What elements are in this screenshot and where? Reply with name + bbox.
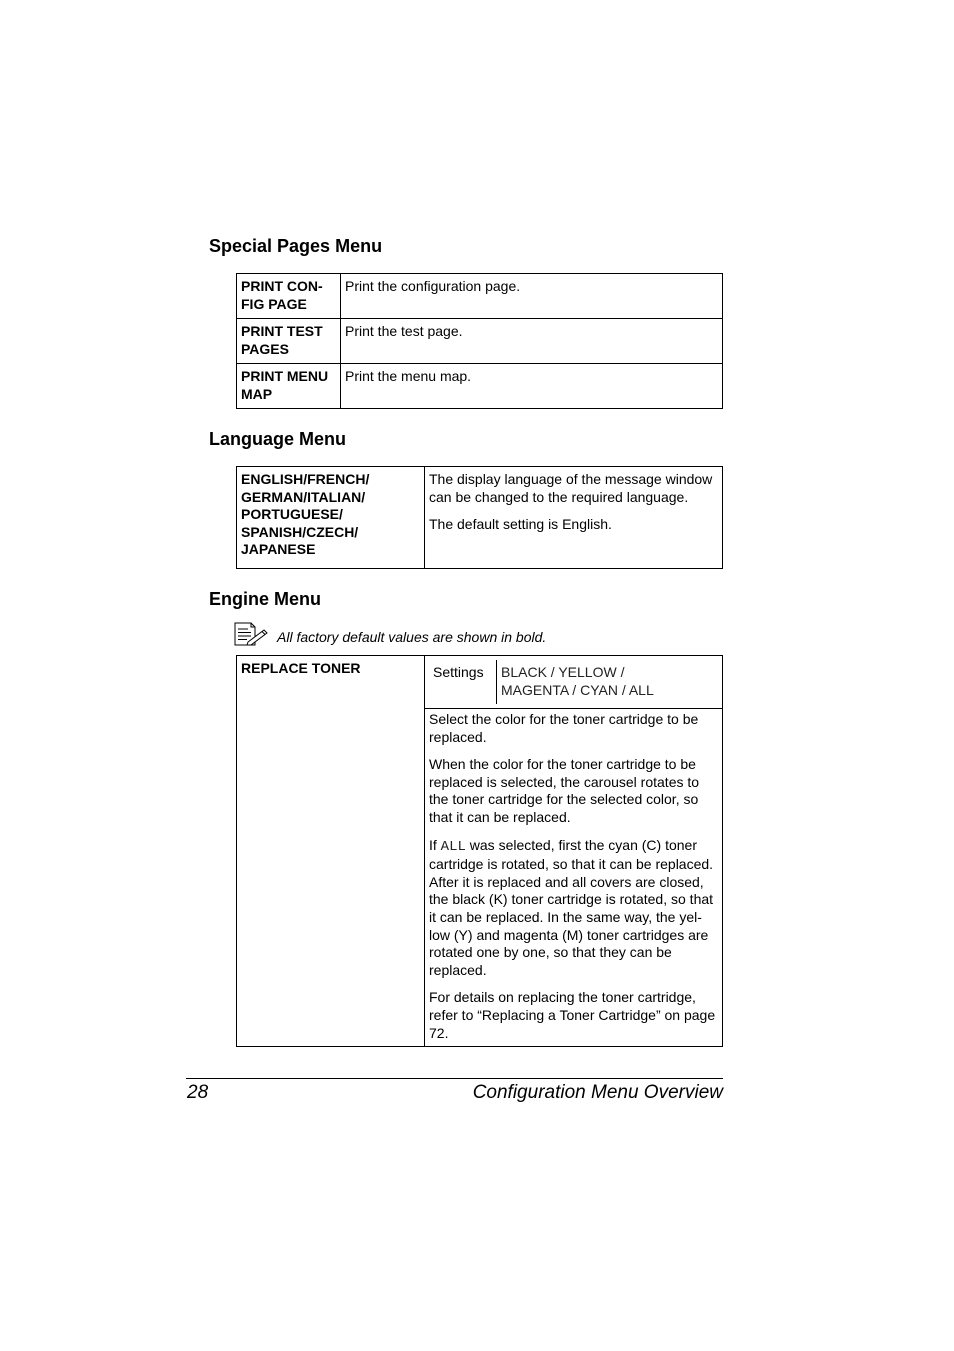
description-paragraph: Select the color for the toner cartridge to be replaced. xyxy=(429,711,699,745)
note xyxy=(234,620,546,646)
menu-item-print-test-pages: PRINT TEST PAGES xyxy=(237,319,341,364)
heading-language-menu: Language Menu xyxy=(209,429,347,449)
settings-cell xyxy=(425,656,723,709)
special-pages-table xyxy=(236,273,723,409)
menu-item-description xyxy=(425,709,723,1047)
settings-values: BLACK / YELLOW / MAGENTA / CYAN / ALL xyxy=(501,664,654,698)
table-row xyxy=(237,467,723,569)
menu-item-description: Print the test page. xyxy=(341,319,723,364)
table-row xyxy=(237,364,723,409)
menu-item-description xyxy=(425,467,723,569)
table-row xyxy=(237,319,723,364)
description-paragraph-reference: For details on replacing the toner cartridge, refer to “Replacing a Toner Cartridge” on page 72. xyxy=(429,989,716,1041)
menu-item-print-menu-map: PRINT MENU MAP xyxy=(237,364,341,409)
note-pencil-icon xyxy=(234,622,268,646)
menu-item-languages: ENGLISH/FRENCH/ GERMAN/ITALIAN/ PORTUGUESE/ SPANISH/CZECH/ JAPANESE xyxy=(237,467,425,569)
engine-table xyxy=(236,655,723,1047)
note-text: All factory default values are shown in bold. xyxy=(277,629,547,645)
heading-engine-menu: Engine Menu xyxy=(209,589,321,609)
menu-item-replace-toner: REPLACE TONER xyxy=(237,656,425,1047)
table-row xyxy=(237,656,723,709)
heading-special-pages-menu: Special Pages Menu xyxy=(209,236,383,256)
menu-item-description: Print the configuration page. xyxy=(341,274,723,319)
language-description: The display language of the message window can be changed to the required language. xyxy=(429,471,713,505)
page-number: 28 xyxy=(187,1082,209,1103)
description-paragraph: When the color for the toner cartridge to be replaced is selected, the carousel rotates to the toner cartridge for the selected color, so that it can be replaced. xyxy=(429,756,700,825)
inline-code-all: ALL xyxy=(440,838,466,855)
language-default-note: The default setting is English. xyxy=(429,516,612,533)
para-prefix: If xyxy=(429,836,441,853)
menu-item-description: Print the menu map. xyxy=(341,364,723,409)
footer-rule xyxy=(186,1078,723,1079)
table-row xyxy=(237,274,723,319)
description-paragraph xyxy=(429,837,718,980)
section-title: Configuration Menu Overview xyxy=(472,1082,723,1103)
para-text: was selected, first the cyan (C) toner cartridge is rotated, so that it can be replaced. After it is replaced and all covers are closed, the black (K) toner cartridge is rotated, so that it can be replaced. In the same way, the yel-low (Y) and magenta (M) toner cartridges are rotated one by one, so that they can be replaced. xyxy=(429,836,714,978)
language-table xyxy=(236,466,723,569)
settings-table xyxy=(429,660,718,704)
settings-label: Settings xyxy=(429,660,497,704)
menu-item-print-config-page: PRINT CON- FIG PAGE xyxy=(237,274,341,319)
